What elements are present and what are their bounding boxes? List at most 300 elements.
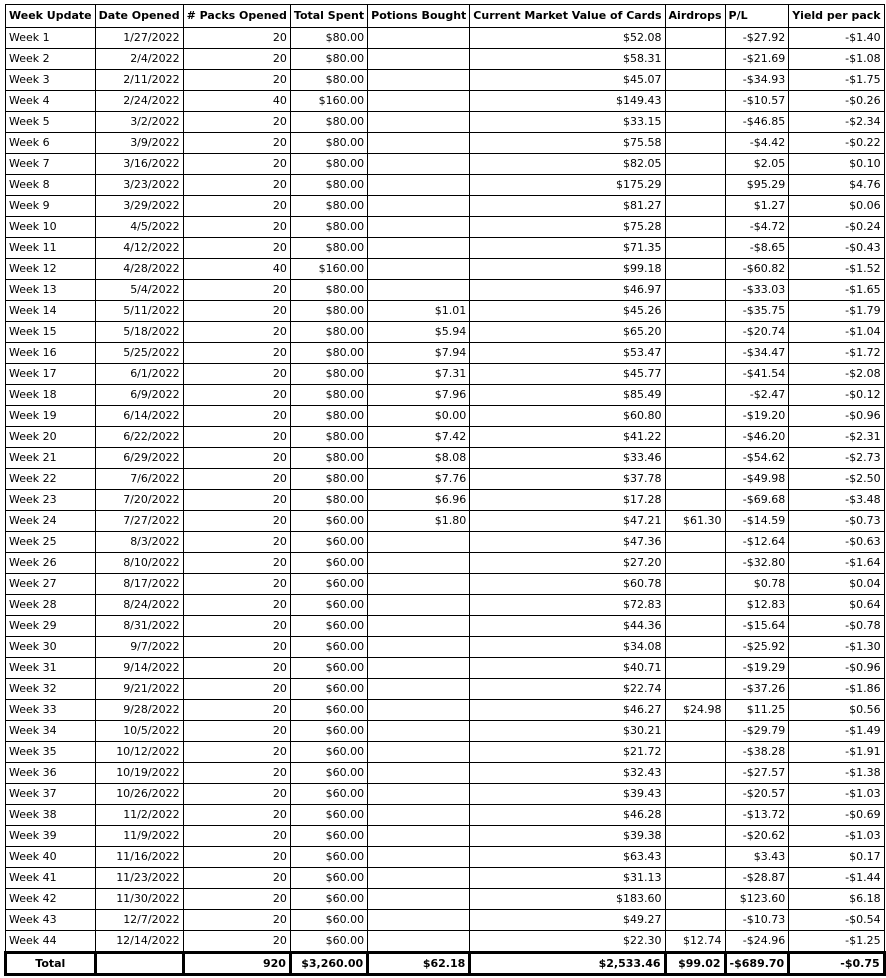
cell-potions-bought: $7.42 [368,427,470,448]
cell-pl: -$20.57 [725,784,789,805]
cell-total-spent: $80.00 [290,217,367,238]
cell-pl: $95.29 [725,175,789,196]
cell-market-value: $22.30 [470,931,665,953]
cell-pl: -$27.57 [725,763,789,784]
cell-market-value: $47.36 [470,532,665,553]
cell-date-opened: 4/28/2022 [95,259,183,280]
cell-total-spent: $60.00 [290,595,367,616]
table-row [6,742,885,763]
cell-packs-opened: 20 [183,385,290,406]
cell-total-spent: $60.00 [290,784,367,805]
cell-date-opened: 5/18/2022 [95,322,183,343]
table-row [6,910,885,931]
header-date-opened: Date Opened [95,5,183,28]
cell-market-value: $32.43 [470,763,665,784]
table-row [6,385,885,406]
cell-airdrops [665,91,725,112]
cell-total-spent: $80.00 [290,427,367,448]
cell-pl: -$49.98 [725,469,789,490]
cell-total-spent: $80.00 [290,448,367,469]
total-packs: 920 [183,953,290,975]
cell-week: Week 37 [6,784,96,805]
cell-market-value: $34.08 [470,637,665,658]
cell-yield-per-pack: -$1.75 [789,70,884,91]
cell-potions-bought [368,175,470,196]
cell-pl: -$33.03 [725,280,789,301]
cell-packs-opened: 20 [183,490,290,511]
cell-packs-opened: 20 [183,238,290,259]
cell-week: Week 28 [6,595,96,616]
cell-pl: -$29.79 [725,721,789,742]
cell-packs-opened: 20 [183,637,290,658]
cell-market-value: $39.43 [470,784,665,805]
cell-date-opened: 8/3/2022 [95,532,183,553]
table-body [6,28,885,953]
cell-airdrops [665,679,725,700]
cell-total-spent: $80.00 [290,28,367,49]
cell-potions-bought [368,280,470,301]
cell-airdrops [665,637,725,658]
cell-packs-opened: 20 [183,280,290,301]
cell-potions-bought [368,595,470,616]
cell-airdrops [665,490,725,511]
cell-airdrops [665,448,725,469]
cell-packs-opened: 20 [183,322,290,343]
cell-date-opened: 7/6/2022 [95,469,183,490]
cell-total-spent: $80.00 [290,469,367,490]
cell-potions-bought [368,658,470,679]
cell-market-value: $175.29 [470,175,665,196]
cell-market-value: $65.20 [470,322,665,343]
cell-total-spent: $60.00 [290,868,367,889]
table-row [6,427,885,448]
table-row [6,511,885,532]
cell-week: Week 35 [6,742,96,763]
cell-date-opened: 12/7/2022 [95,910,183,931]
cell-potions-bought [368,70,470,91]
cell-packs-opened: 20 [183,49,290,70]
cell-airdrops: $24.98 [665,700,725,721]
cell-potions-bought [368,805,470,826]
cell-potions-bought: $7.31 [368,364,470,385]
cell-market-value: $33.46 [470,448,665,469]
cell-date-opened: 9/14/2022 [95,658,183,679]
cell-total-spent: $80.00 [290,385,367,406]
cell-pl: -$20.62 [725,826,789,847]
cell-yield-per-pack: $0.04 [789,574,884,595]
cell-packs-opened: 20 [183,427,290,448]
header-total-spent: Total Spent [290,5,367,28]
cell-airdrops [665,427,725,448]
cell-market-value: $44.36 [470,616,665,637]
cell-market-value: $71.35 [470,238,665,259]
cell-yield-per-pack: -$1.08 [789,49,884,70]
cell-yield-per-pack: -$2.50 [789,469,884,490]
cell-week: Week 4 [6,91,96,112]
cell-week: Week 24 [6,511,96,532]
cell-packs-opened: 40 [183,91,290,112]
header-pl: P/L [725,5,789,28]
table-row [6,343,885,364]
cell-yield-per-pack: -$0.22 [789,133,884,154]
table-row [6,721,885,742]
cell-packs-opened: 20 [183,910,290,931]
cell-yield-per-pack: -$1.30 [789,637,884,658]
cell-total-spent: $60.00 [290,721,367,742]
cell-potions-bought [368,133,470,154]
cell-packs-opened: 20 [183,805,290,826]
cell-yield-per-pack: -$1.44 [789,868,884,889]
cell-pl: -$4.72 [725,217,789,238]
cell-market-value: $45.07 [470,70,665,91]
cell-yield-per-pack: -$1.49 [789,721,884,742]
cell-pl: -$34.93 [725,70,789,91]
cell-yield-per-pack: $0.10 [789,154,884,175]
cell-market-value: $46.28 [470,805,665,826]
cell-airdrops [665,721,725,742]
cell-total-spent: $60.00 [290,889,367,910]
cell-potions-bought [368,259,470,280]
cell-yield-per-pack: -$0.96 [789,658,884,679]
header-market-value: Current Market Value of Cards [470,5,665,28]
cell-yield-per-pack: -$2.08 [789,364,884,385]
table-row [6,91,885,112]
table-row [6,658,885,679]
cell-yield-per-pack: -$1.79 [789,301,884,322]
cell-packs-opened: 20 [183,742,290,763]
cell-airdrops [665,217,725,238]
cell-packs-opened: 20 [183,847,290,868]
cell-packs-opened: 20 [183,574,290,595]
cell-airdrops [665,343,725,364]
cell-potions-bought [368,637,470,658]
cell-yield-per-pack: $0.06 [789,196,884,217]
cell-week: Week 27 [6,574,96,595]
cell-airdrops [665,259,725,280]
cell-pl: $123.60 [725,889,789,910]
cell-week: Week 29 [6,616,96,637]
cell-market-value: $37.78 [470,469,665,490]
cell-pl: -$37.26 [725,679,789,700]
cell-date-opened: 2/4/2022 [95,49,183,70]
cell-week: Week 38 [6,805,96,826]
cell-total-spent: $160.00 [290,259,367,280]
table-row [6,553,885,574]
cell-pl: -$10.57 [725,91,789,112]
total-potions: $62.18 [368,953,470,975]
cell-airdrops [665,154,725,175]
table-row [6,196,885,217]
cell-yield-per-pack: $0.64 [789,595,884,616]
cell-market-value: $82.05 [470,154,665,175]
cell-total-spent: $60.00 [290,931,367,953]
cell-yield-per-pack: $4.76 [789,175,884,196]
cell-potions-bought [368,700,470,721]
table-row [6,154,885,175]
cell-yield-per-pack: -$1.40 [789,28,884,49]
cell-yield-per-pack: -$1.52 [789,259,884,280]
cell-week: Week 32 [6,679,96,700]
cell-packs-opened: 20 [183,217,290,238]
cell-market-value: $17.28 [470,490,665,511]
cell-total-spent: $80.00 [290,364,367,385]
cell-potions-bought: $8.08 [368,448,470,469]
cell-yield-per-pack: -$1.03 [789,826,884,847]
cell-date-opened: 10/5/2022 [95,721,183,742]
cell-total-spent: $80.00 [290,301,367,322]
cell-total-spent: $60.00 [290,826,367,847]
cell-yield-per-pack: -$0.12 [789,385,884,406]
cell-market-value: $47.21 [470,511,665,532]
total-row [6,953,885,975]
cell-packs-opened: 20 [183,763,290,784]
cell-pl: -$24.96 [725,931,789,953]
cell-total-spent: $60.00 [290,511,367,532]
cell-market-value: $58.31 [470,49,665,70]
cell-packs-opened: 20 [183,721,290,742]
table-row [6,112,885,133]
cell-date-opened: 6/22/2022 [95,427,183,448]
cell-potions-bought: $1.01 [368,301,470,322]
cell-potions-bought [368,910,470,931]
cell-market-value: $45.77 [470,364,665,385]
cell-packs-opened: 20 [183,553,290,574]
cell-date-opened: 9/21/2022 [95,679,183,700]
cell-week: Week 23 [6,490,96,511]
table-row [6,322,885,343]
cell-date-opened: 11/23/2022 [95,868,183,889]
cell-market-value: $149.43 [470,91,665,112]
cell-week: Week 17 [6,364,96,385]
cell-airdrops [665,49,725,70]
cell-yield-per-pack: -$0.26 [789,91,884,112]
cell-packs-opened: 20 [183,511,290,532]
cell-pl: -$2.47 [725,385,789,406]
cell-pl: -$54.62 [725,448,789,469]
cell-airdrops [665,196,725,217]
cell-packs-opened: 20 [183,658,290,679]
cell-yield-per-pack: -$0.24 [789,217,884,238]
cell-potions-bought [368,742,470,763]
cell-packs-opened: 20 [183,931,290,953]
cell-total-spent: $60.00 [290,658,367,679]
cell-date-opened: 7/20/2022 [95,490,183,511]
cell-date-opened: 10/26/2022 [95,784,183,805]
cell-week: Week 3 [6,70,96,91]
cell-date-opened: 3/9/2022 [95,133,183,154]
cell-potions-bought [368,679,470,700]
cell-date-opened: 2/11/2022 [95,70,183,91]
cell-pl: -$10.73 [725,910,789,931]
cell-packs-opened: 20 [183,616,290,637]
cell-total-spent: $60.00 [290,553,367,574]
total-spent: $3,260.00 [290,953,367,975]
cell-week: Week 15 [6,322,96,343]
total-market-value: $2,533.46 [470,953,665,975]
table-row [6,406,885,427]
cell-yield-per-pack: $6.18 [789,889,884,910]
cell-potions-bought [368,553,470,574]
cell-date-opened: 3/23/2022 [95,175,183,196]
cell-yield-per-pack: -$0.63 [789,532,884,553]
total-yield: -$0.75 [789,953,884,975]
cell-total-spent: $80.00 [290,49,367,70]
cell-total-spent: $80.00 [290,154,367,175]
cell-packs-opened: 20 [183,343,290,364]
table-row [6,805,885,826]
cell-pl: -$20.74 [725,322,789,343]
cell-airdrops [665,112,725,133]
cell-market-value: $46.97 [470,280,665,301]
cell-yield-per-pack: -$0.73 [789,511,884,532]
cell-airdrops [665,175,725,196]
cell-market-value: $21.72 [470,742,665,763]
cell-total-spent: $160.00 [290,91,367,112]
cell-airdrops [665,28,725,49]
cell-total-spent: $80.00 [290,238,367,259]
cell-packs-opened: 20 [183,889,290,910]
cell-pl: $3.43 [725,847,789,868]
cell-week: Week 39 [6,826,96,847]
cell-pl: -$41.54 [725,364,789,385]
cell-potions-bought [368,238,470,259]
cell-potions-bought [368,826,470,847]
cell-pl: -$32.80 [725,553,789,574]
cell-date-opened: 3/29/2022 [95,196,183,217]
header-airdrops: Airdrops [665,5,725,28]
cell-date-opened: 8/17/2022 [95,574,183,595]
cell-pl: -$69.68 [725,490,789,511]
cell-week: Week 44 [6,931,96,953]
cell-airdrops [665,553,725,574]
cell-week: Week 6 [6,133,96,154]
cell-airdrops [665,322,725,343]
cell-potions-bought [368,721,470,742]
cell-pl: $1.27 [725,196,789,217]
cell-week: Week 10 [6,217,96,238]
cell-date-opened: 9/28/2022 [95,700,183,721]
cell-potions-bought [368,616,470,637]
cell-market-value: $31.13 [470,868,665,889]
cell-week: Week 41 [6,868,96,889]
cell-yield-per-pack: -$1.86 [789,679,884,700]
cell-packs-opened: 20 [183,196,290,217]
cell-market-value: $52.08 [470,28,665,49]
cell-pl: $2.05 [725,154,789,175]
cell-packs-opened: 20 [183,175,290,196]
table-row [6,784,885,805]
cell-yield-per-pack: -$1.91 [789,742,884,763]
cell-total-spent: $80.00 [290,322,367,343]
table-row [6,28,885,49]
cell-market-value: $30.21 [470,721,665,742]
cell-market-value: $40.71 [470,658,665,679]
cell-pl: -$8.65 [725,238,789,259]
cell-airdrops [665,280,725,301]
cell-airdrops [665,889,725,910]
cell-total-spent: $60.00 [290,910,367,931]
cell-pl: -$27.92 [725,28,789,49]
cell-packs-opened: 20 [183,154,290,175]
cell-date-opened: 10/19/2022 [95,763,183,784]
cell-market-value: $75.58 [470,133,665,154]
cell-pl: -$13.72 [725,805,789,826]
cell-packs-opened: 20 [183,364,290,385]
table-row [6,637,885,658]
cell-date-opened: 9/7/2022 [95,637,183,658]
cell-yield-per-pack: -$0.96 [789,406,884,427]
cell-market-value: $72.83 [470,595,665,616]
cell-potions-bought [368,112,470,133]
cell-yield-per-pack: -$1.72 [789,343,884,364]
cell-week: Week 26 [6,553,96,574]
cell-airdrops: $12.74 [665,931,725,953]
cell-total-spent: $60.00 [290,574,367,595]
header-potions-bought: Potions Bought [368,5,470,28]
cell-market-value: $53.47 [470,343,665,364]
cell-date-opened: 7/27/2022 [95,511,183,532]
cell-airdrops [665,784,725,805]
table-row [6,700,885,721]
cell-total-spent: $60.00 [290,805,367,826]
cell-date-opened: 8/24/2022 [95,595,183,616]
cell-date-opened: 11/30/2022 [95,889,183,910]
cell-week: Week 43 [6,910,96,931]
cell-airdrops [665,532,725,553]
cell-date-opened: 4/12/2022 [95,238,183,259]
table-row [6,448,885,469]
cell-airdrops [665,301,725,322]
cell-week: Week 36 [6,763,96,784]
cell-week: Week 19 [6,406,96,427]
table-row [6,574,885,595]
cell-airdrops: $61.30 [665,511,725,532]
cell-potions-bought [368,868,470,889]
cell-yield-per-pack: -$0.69 [789,805,884,826]
cell-date-opened: 6/1/2022 [95,364,183,385]
cell-airdrops [665,763,725,784]
cell-yield-per-pack: -$1.38 [789,763,884,784]
cell-yield-per-pack: -$1.65 [789,280,884,301]
cell-date-opened: 3/16/2022 [95,154,183,175]
cell-yield-per-pack: -$1.64 [789,553,884,574]
cell-packs-opened: 20 [183,112,290,133]
cell-airdrops [665,385,725,406]
cell-market-value: $99.18 [470,259,665,280]
cell-pl: -$25.92 [725,637,789,658]
cell-week: Week 14 [6,301,96,322]
table-row [6,868,885,889]
cell-date-opened: 11/16/2022 [95,847,183,868]
cell-yield-per-pack: -$1.03 [789,784,884,805]
total-airdrops: $99.02 [665,953,725,975]
cell-yield-per-pack: -$2.73 [789,448,884,469]
cell-week: Week 30 [6,637,96,658]
cell-potions-bought [368,847,470,868]
cell-airdrops [665,595,725,616]
cell-yield-per-pack: -$0.54 [789,910,884,931]
cell-date-opened: 5/25/2022 [95,343,183,364]
cell-week: Week 11 [6,238,96,259]
cell-week: Week 7 [6,154,96,175]
cell-airdrops [665,70,725,91]
cell-pl: -$60.82 [725,259,789,280]
cell-week: Week 42 [6,889,96,910]
table-row [6,259,885,280]
cell-date-opened: 6/9/2022 [95,385,183,406]
cell-airdrops [665,574,725,595]
cell-market-value: $60.78 [470,574,665,595]
